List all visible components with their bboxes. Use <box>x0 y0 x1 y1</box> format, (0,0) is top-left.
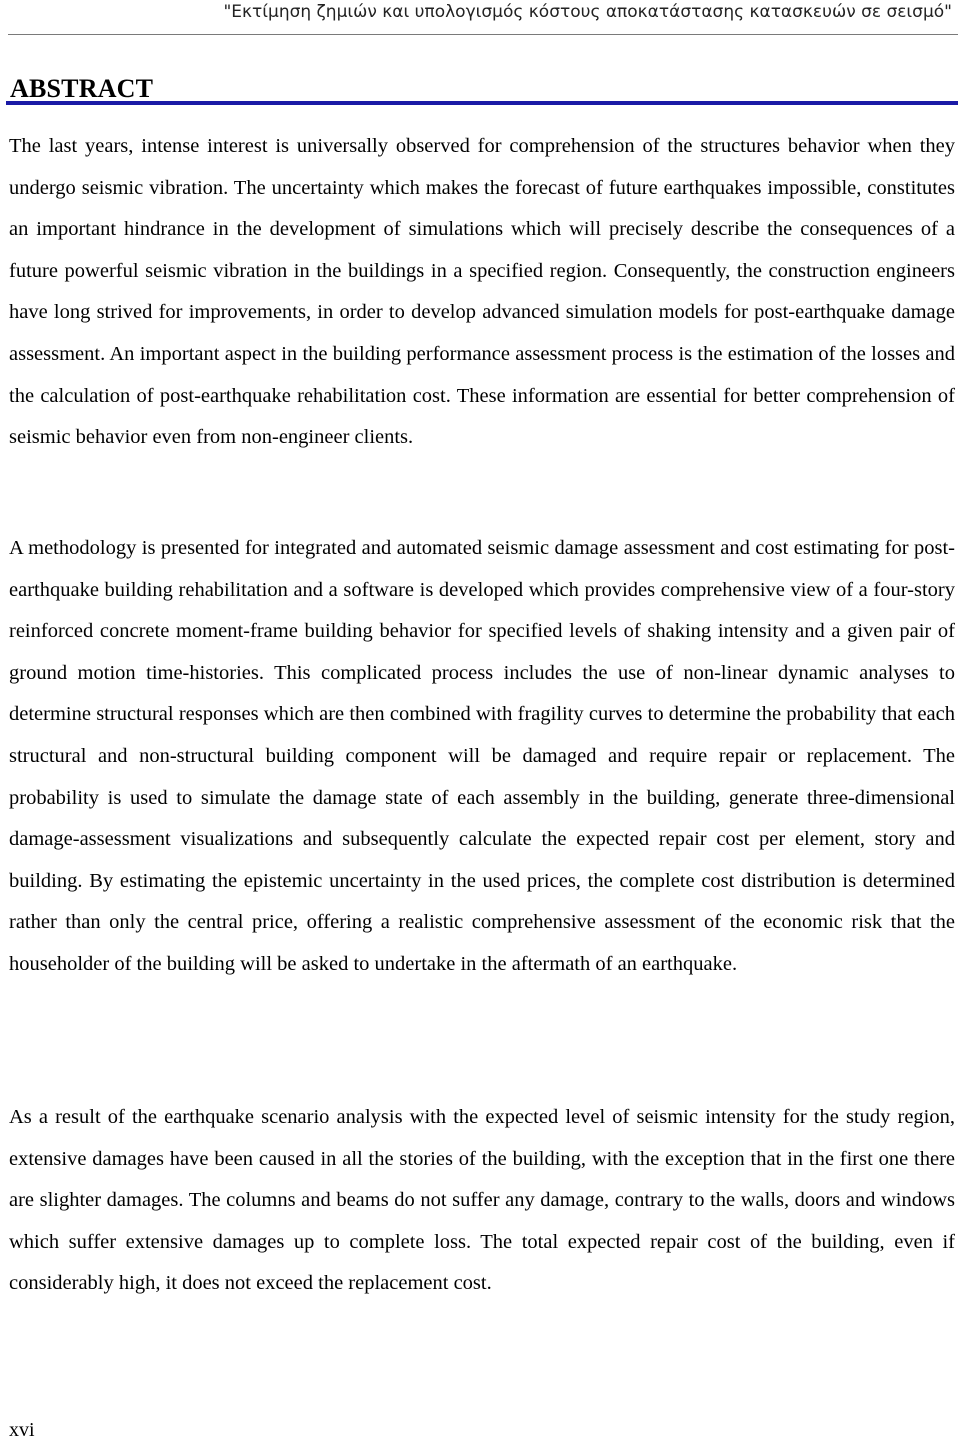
page-number: xvi <box>9 1419 35 1441</box>
running-header: "Εκτίμηση ζημιών και υπολογισμός κόστους αποκατάστασης κατασκευών σε σεισμό" <box>223 2 952 22</box>
abstract-paragraph-3: As a result of the earthquake scenario analysis with the expected level of seismic intensity for the study region, extensive damages have been caused in all the stories of the building, with the exception that in the first one there are slighter damages. The columns and beams do not suffer any damage, contrary to the walls, doors and windows which suffer extensive damages up to complete loss. The total expected repair cost of the building, even if considerably high, it does not exceed the replacement cost. <box>9 1106 955 1295</box>
abstract-paragraph-2: A methodology is presented for integrated and automated seismic damage assessment and cost estimating for post-earthquake building rehabilitation and a software is developed which provides comprehensive view of a four-story reinforced concrete moment-frame building behavior for specified levels of shaking intensity and a given pair of ground motion time-histories. This complicated process includes the use of non-linear dynamic analyses to determine structural responses which are then combined with fragility curves to determine the probability that each structural and non-structural building component will be damaged and require repair or replacement. The probability is used to simulate the damage state of each assembly in the building, generate three-dimensional damage-assessment visualizations and subsequently calculate the expected repair cost per element, story and building. By estimating the epistemic uncertainty in the used prices, the complete cost distribution is determined rather than only the central price, offering a realistic comprehensive assessment of the economic risk that the householder of the building will be asked to undertake in the aftermath of an earthquake. <box>9 537 955 975</box>
header-divider <box>8 34 958 35</box>
section-title: ABSTRACT <box>10 74 154 103</box>
abstract-paragraph-1: The last years, intense interest is universally observed for comprehension of the structures behavior when they undergo seismic vibration. The uncertainty which makes the forecast of future earthquakes impossible, constitutes an important hindrance in the development of simulations which will precisely describe the consequences of a future powerful seismic vibration in the buildings in a specified region. Consequently, the construction engineers have long strived for improvements, in order to develop advanced simulation models for post-earthquake damage assessment. An important aspect in the building performance assessment process is the estimation of the losses and the calculation of post-earthquake rehabilitation cost. These information are essential for better comprehension of seismic behavior even from non-engineer clients. <box>9 135 955 449</box>
section-heading-bar <box>6 72 958 105</box>
